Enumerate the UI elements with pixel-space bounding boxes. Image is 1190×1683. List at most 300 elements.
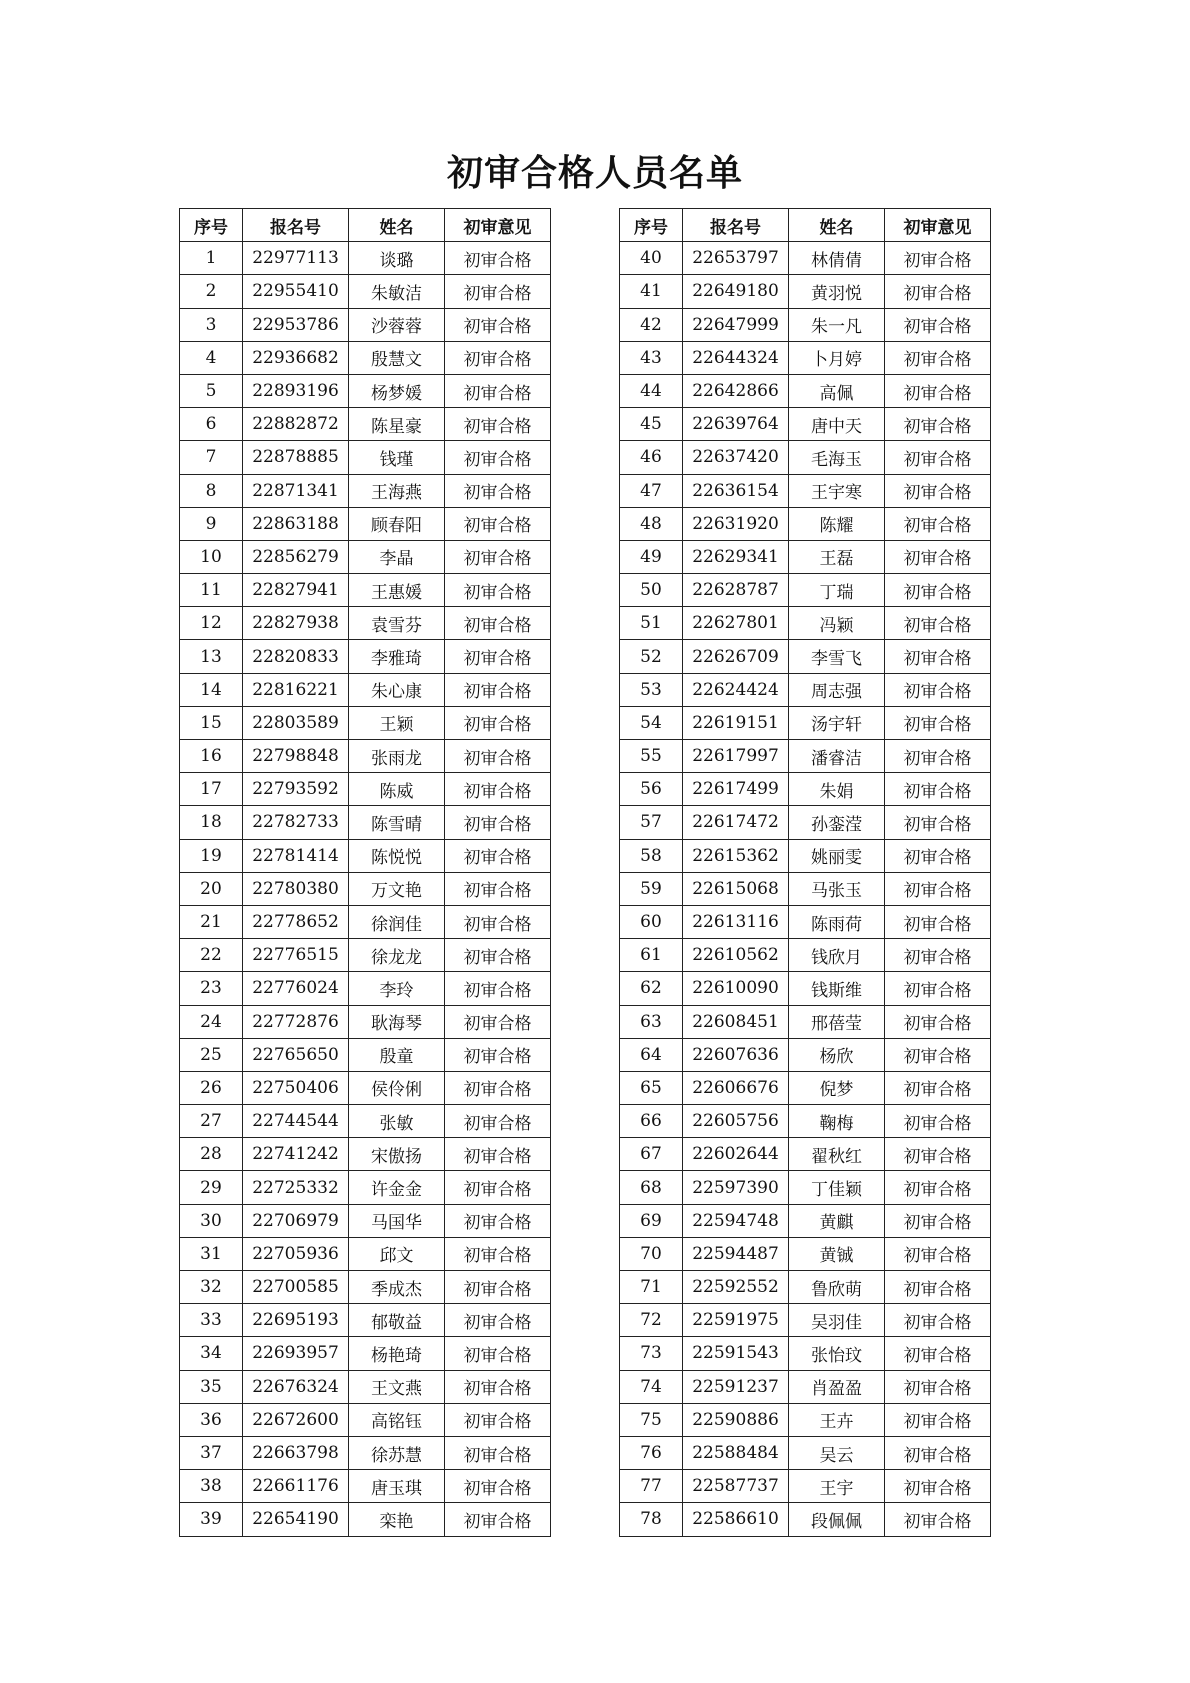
cell-reg-no: 22606676 [683, 1071, 789, 1104]
cell-name: 朱一凡 [789, 308, 885, 341]
cell-reg-no: 22705936 [243, 1237, 349, 1270]
table-row [620, 1304, 991, 1337]
table-row [620, 839, 991, 872]
cell-opinion: 初审合格 [885, 308, 991, 341]
cell-reg-no: 22653797 [683, 242, 789, 275]
table-row [180, 1071, 551, 1104]
cell-name: 汤宇轩 [789, 706, 885, 739]
cell-reg-no: 22871341 [243, 474, 349, 507]
cell-opinion: 初审合格 [445, 740, 551, 773]
cell-seq: 39 [180, 1503, 243, 1536]
cell-reg-no: 22955410 [243, 275, 349, 308]
cell-reg-no: 22782733 [243, 806, 349, 839]
cell-name: 谈璐 [349, 242, 445, 275]
cell-opinion: 初审合格 [445, 1171, 551, 1204]
cell-name: 马张玉 [789, 872, 885, 905]
table-row [180, 1038, 551, 1071]
table-row [180, 806, 551, 839]
cell-name: 王文燕 [349, 1370, 445, 1403]
cell-name: 王磊 [789, 540, 885, 573]
cell-name: 邢蓓莹 [789, 1005, 885, 1038]
cell-opinion: 初审合格 [885, 640, 991, 673]
cell-seq: 56 [620, 773, 683, 806]
cell-opinion: 初审合格 [445, 1138, 551, 1171]
cell-name: 王海燕 [349, 474, 445, 507]
cell-opinion: 初审合格 [885, 1470, 991, 1503]
cell-reg-no: 22639764 [683, 408, 789, 441]
table-row [620, 740, 991, 773]
cell-seq: 42 [620, 308, 683, 341]
cell-reg-no: 22629341 [683, 540, 789, 573]
cell-reg-no: 22827938 [243, 607, 349, 640]
cell-opinion: 初审合格 [885, 806, 991, 839]
cell-opinion: 初审合格 [885, 607, 991, 640]
table-row [180, 905, 551, 938]
cell-reg-no: 22827941 [243, 574, 349, 607]
cell-reg-no: 22631920 [683, 507, 789, 540]
table-row [620, 540, 991, 573]
table-row [620, 1436, 991, 1469]
cell-reg-no: 22594487 [683, 1237, 789, 1270]
table-row [620, 706, 991, 739]
cell-reg-no: 22663798 [243, 1436, 349, 1469]
cell-seq: 65 [620, 1071, 683, 1104]
table-row [620, 1138, 991, 1171]
cell-seq: 5 [180, 374, 243, 407]
cell-reg-no: 22626709 [683, 640, 789, 673]
cell-reg-no: 22617997 [683, 740, 789, 773]
cell-seq: 12 [180, 607, 243, 640]
cell-opinion: 初审合格 [445, 773, 551, 806]
cell-seq: 55 [620, 740, 683, 773]
cell-seq: 58 [620, 839, 683, 872]
table-row [620, 441, 991, 474]
cell-name: 段佩佩 [789, 1503, 885, 1536]
cell-reg-no: 22776024 [243, 972, 349, 1005]
cell-reg-no: 22627801 [683, 607, 789, 640]
cell-reg-no: 22590886 [683, 1403, 789, 1436]
cell-seq: 74 [620, 1370, 683, 1403]
cell-name: 卜月婷 [789, 341, 885, 374]
table-row [620, 374, 991, 407]
cell-seq: 34 [180, 1337, 243, 1370]
cell-reg-no: 22977113 [243, 242, 349, 275]
cell-reg-no: 22587737 [683, 1470, 789, 1503]
cell-name: 倪梦 [789, 1071, 885, 1104]
cell-seq: 36 [180, 1403, 243, 1436]
table-row [620, 474, 991, 507]
cell-seq: 63 [620, 1005, 683, 1038]
cell-opinion: 初审合格 [885, 972, 991, 1005]
cell-seq: 9 [180, 507, 243, 540]
cell-opinion: 初审合格 [445, 1105, 551, 1138]
cell-seq: 19 [180, 839, 243, 872]
cell-name: 翟秋红 [789, 1138, 885, 1171]
table-row [620, 872, 991, 905]
cell-reg-no: 22765650 [243, 1038, 349, 1071]
table-row [180, 341, 551, 374]
cell-name: 陈星豪 [349, 408, 445, 441]
table-row [180, 1005, 551, 1038]
cell-opinion: 初审合格 [885, 905, 991, 938]
cell-seq: 71 [620, 1271, 683, 1304]
table-row [620, 242, 991, 275]
cell-reg-no: 22693957 [243, 1337, 349, 1370]
table-row [180, 1370, 551, 1403]
cell-opinion: 初审合格 [445, 507, 551, 540]
cell-seq: 33 [180, 1304, 243, 1337]
cell-name: 杨艳琦 [349, 1337, 445, 1370]
cell-name: 林倩倩 [789, 242, 885, 275]
cell-name: 丁瑞 [789, 574, 885, 607]
cell-reg-no: 22615068 [683, 872, 789, 905]
cell-opinion: 初审合格 [445, 673, 551, 706]
cell-name: 徐龙龙 [349, 939, 445, 972]
cell-seq: 27 [180, 1105, 243, 1138]
table-row [620, 308, 991, 341]
cell-reg-no: 22608451 [683, 1005, 789, 1038]
cell-opinion: 初审合格 [445, 706, 551, 739]
cell-name: 季成杰 [349, 1271, 445, 1304]
table-row [180, 308, 551, 341]
roster-table-right [619, 208, 991, 1537]
cell-name: 肖盈盈 [789, 1370, 885, 1403]
table-row [620, 275, 991, 308]
cell-opinion: 初审合格 [885, 740, 991, 773]
cell-reg-no: 22588484 [683, 1436, 789, 1469]
header-seq: 序号 [620, 209, 683, 242]
cell-opinion: 初审合格 [445, 872, 551, 905]
cell-reg-no: 22644324 [683, 341, 789, 374]
cell-seq: 29 [180, 1171, 243, 1204]
cell-reg-no: 22793592 [243, 773, 349, 806]
table-row [620, 1105, 991, 1138]
cell-opinion: 初审合格 [445, 1071, 551, 1104]
cell-seq: 44 [620, 374, 683, 407]
table-row [180, 1304, 551, 1337]
table-row [620, 640, 991, 673]
table-row [620, 1370, 991, 1403]
cell-name: 许金金 [349, 1171, 445, 1204]
cell-name: 郁敬益 [349, 1304, 445, 1337]
cell-reg-no: 22591543 [683, 1337, 789, 1370]
cell-opinion: 初审合格 [445, 540, 551, 573]
cell-seq: 31 [180, 1237, 243, 1270]
cell-name: 黄铖 [789, 1237, 885, 1270]
table-row [180, 540, 551, 573]
cell-name: 鲁欣萌 [789, 1271, 885, 1304]
cell-name: 吴云 [789, 1436, 885, 1469]
cell-opinion: 初审合格 [445, 275, 551, 308]
cell-reg-no: 22863188 [243, 507, 349, 540]
table-row [620, 1271, 991, 1304]
cell-name: 王惠媛 [349, 574, 445, 607]
cell-seq: 77 [620, 1470, 683, 1503]
cell-seq: 37 [180, 1436, 243, 1469]
cell-opinion: 初审合格 [885, 507, 991, 540]
cell-opinion: 初审合格 [885, 540, 991, 573]
cell-seq: 47 [620, 474, 683, 507]
cell-seq: 6 [180, 408, 243, 441]
cell-reg-no: 22624424 [683, 673, 789, 706]
cell-reg-no: 22613116 [683, 905, 789, 938]
cell-seq: 70 [620, 1237, 683, 1270]
cell-reg-no: 22647999 [683, 308, 789, 341]
cell-opinion: 初审合格 [885, 1038, 991, 1071]
cell-opinion: 初审合格 [885, 1138, 991, 1171]
cell-reg-no: 22744544 [243, 1105, 349, 1138]
cell-reg-no: 22617499 [683, 773, 789, 806]
cell-name: 张雨龙 [349, 740, 445, 773]
header-name: 姓名 [789, 209, 885, 242]
cell-seq: 18 [180, 806, 243, 839]
cell-name: 黄羽悦 [789, 275, 885, 308]
cell-reg-no: 22605756 [683, 1105, 789, 1138]
cell-reg-no: 22893196 [243, 374, 349, 407]
cell-name: 潘睿洁 [789, 740, 885, 773]
cell-opinion: 初审合格 [445, 574, 551, 607]
cell-seq: 26 [180, 1071, 243, 1104]
table-row [620, 1005, 991, 1038]
cell-reg-no: 22661176 [243, 1470, 349, 1503]
cell-opinion: 初审合格 [445, 408, 551, 441]
cell-name: 王颖 [349, 706, 445, 739]
cell-opinion: 初审合格 [445, 640, 551, 673]
cell-opinion: 初审合格 [885, 441, 991, 474]
cell-name: 杨欣 [789, 1038, 885, 1071]
cell-opinion: 初审合格 [885, 673, 991, 706]
cell-opinion: 初审合格 [445, 905, 551, 938]
cell-seq: 15 [180, 706, 243, 739]
cell-name: 周志强 [789, 673, 885, 706]
cell-seq: 41 [620, 275, 683, 308]
header-opinion: 初审意见 [885, 209, 991, 242]
cell-reg-no: 22725332 [243, 1171, 349, 1204]
table-row [180, 640, 551, 673]
cell-seq: 28 [180, 1138, 243, 1171]
cell-opinion: 初审合格 [445, 242, 551, 275]
cell-seq: 17 [180, 773, 243, 806]
cell-seq: 14 [180, 673, 243, 706]
cell-name: 钱瑾 [349, 441, 445, 474]
table-row [180, 507, 551, 540]
cell-reg-no: 22820833 [243, 640, 349, 673]
cell-reg-no: 22607636 [683, 1038, 789, 1071]
cell-name: 唐玉琪 [349, 1470, 445, 1503]
cell-opinion: 初审合格 [885, 1237, 991, 1270]
cell-name: 杨梦媛 [349, 374, 445, 407]
cell-seq: 52 [620, 640, 683, 673]
header-reg-no: 报名号 [683, 209, 789, 242]
table-row [180, 939, 551, 972]
cell-seq: 24 [180, 1005, 243, 1038]
cell-name: 马国华 [349, 1204, 445, 1237]
cell-opinion: 初审合格 [885, 706, 991, 739]
cell-reg-no: 22776515 [243, 939, 349, 972]
table-row [180, 706, 551, 739]
cell-name: 徐苏慧 [349, 1436, 445, 1469]
cell-reg-no: 22936682 [243, 341, 349, 374]
table-row [180, 839, 551, 872]
cell-seq: 72 [620, 1304, 683, 1337]
cell-reg-no: 22798848 [243, 740, 349, 773]
cell-reg-no: 22654190 [243, 1503, 349, 1536]
table-row [180, 773, 551, 806]
cell-name: 钱欣月 [789, 939, 885, 972]
cell-opinion: 初审合格 [445, 474, 551, 507]
roster-body-left [180, 242, 551, 1536]
cell-reg-no: 22591237 [683, 1370, 789, 1403]
cell-opinion: 初审合格 [885, 839, 991, 872]
cell-name: 栾艳 [349, 1503, 445, 1536]
table-row [180, 1470, 551, 1503]
cell-seq: 78 [620, 1503, 683, 1536]
table-row [620, 905, 991, 938]
cell-name: 吴羽佳 [789, 1304, 885, 1337]
cell-reg-no: 22597390 [683, 1171, 789, 1204]
cell-reg-no: 22878885 [243, 441, 349, 474]
cell-opinion: 初审合格 [885, 574, 991, 607]
table-row [620, 1503, 991, 1536]
cell-name: 顾春阳 [349, 507, 445, 540]
cell-opinion: 初审合格 [885, 1436, 991, 1469]
cell-seq: 40 [620, 242, 683, 275]
table-row [180, 408, 551, 441]
table-row [180, 1271, 551, 1304]
cell-opinion: 初审合格 [445, 1470, 551, 1503]
cell-opinion: 初审合格 [885, 1171, 991, 1204]
cell-opinion: 初审合格 [445, 972, 551, 1005]
cell-opinion: 初审合格 [445, 341, 551, 374]
cell-opinion: 初审合格 [885, 341, 991, 374]
cell-name: 万文艳 [349, 872, 445, 905]
cell-seq: 51 [620, 607, 683, 640]
cell-opinion: 初审合格 [445, 374, 551, 407]
cell-seq: 35 [180, 1370, 243, 1403]
cell-opinion: 初审合格 [445, 806, 551, 839]
cell-opinion: 初审合格 [445, 1370, 551, 1403]
header-row [620, 209, 991, 242]
cell-seq: 38 [180, 1470, 243, 1503]
table-row [180, 1204, 551, 1237]
cell-opinion: 初审合格 [445, 308, 551, 341]
cell-reg-no: 22594748 [683, 1204, 789, 1237]
table-row [180, 1138, 551, 1171]
cell-seq: 10 [180, 540, 243, 573]
cell-seq: 64 [620, 1038, 683, 1071]
cell-seq: 4 [180, 341, 243, 374]
cell-seq: 25 [180, 1038, 243, 1071]
cell-name: 丁佳颖 [789, 1171, 885, 1204]
cell-name: 陈耀 [789, 507, 885, 540]
cell-opinion: 初审合格 [885, 1403, 991, 1436]
cell-reg-no: 22816221 [243, 673, 349, 706]
cell-opinion: 初审合格 [885, 275, 991, 308]
cell-seq: 45 [620, 408, 683, 441]
cell-reg-no: 22642866 [683, 374, 789, 407]
cell-seq: 57 [620, 806, 683, 839]
cell-reg-no: 22672600 [243, 1403, 349, 1436]
cell-name: 袁雪芬 [349, 607, 445, 640]
table-row [620, 341, 991, 374]
cell-opinion: 初审合格 [885, 1204, 991, 1237]
cell-name: 耿海琴 [349, 1005, 445, 1038]
cell-reg-no: 22602644 [683, 1138, 789, 1171]
cell-seq: 32 [180, 1271, 243, 1304]
cell-reg-no: 22636154 [683, 474, 789, 507]
table-row [620, 1237, 991, 1270]
cell-name: 王宇寒 [789, 474, 885, 507]
cell-opinion: 初审合格 [885, 242, 991, 275]
cell-seq: 3 [180, 308, 243, 341]
cell-reg-no: 22591975 [683, 1304, 789, 1337]
cell-reg-no: 22615362 [683, 839, 789, 872]
table-row [180, 1436, 551, 1469]
cell-name: 陈雪晴 [349, 806, 445, 839]
cell-seq: 21 [180, 905, 243, 938]
table-row [180, 374, 551, 407]
cell-reg-no: 22619151 [683, 706, 789, 739]
cell-opinion: 初审合格 [885, 374, 991, 407]
cell-seq: 1 [180, 242, 243, 275]
cell-seq: 75 [620, 1403, 683, 1436]
cell-reg-no: 22592552 [683, 1271, 789, 1304]
cell-name: 陈雨荷 [789, 905, 885, 938]
cell-opinion: 初审合格 [445, 1403, 551, 1436]
cell-opinion: 初审合格 [445, 1304, 551, 1337]
cell-seq: 7 [180, 441, 243, 474]
cell-reg-no: 22628787 [683, 574, 789, 607]
page-title: 初审合格人员名单 [446, 152, 743, 194]
cell-reg-no: 22882872 [243, 408, 349, 441]
cell-opinion: 初审合格 [445, 1337, 551, 1370]
table-row [620, 806, 991, 839]
cell-opinion: 初审合格 [445, 1271, 551, 1304]
cell-name: 侯伶俐 [349, 1071, 445, 1104]
cell-reg-no: 22610090 [683, 972, 789, 1005]
table-row [620, 673, 991, 706]
cell-reg-no: 22772876 [243, 1005, 349, 1038]
cell-name: 朱敏洁 [349, 275, 445, 308]
cell-reg-no: 22586610 [683, 1503, 789, 1536]
cell-seq: 67 [620, 1138, 683, 1171]
cell-seq: 76 [620, 1436, 683, 1469]
cell-name: 徐润佳 [349, 905, 445, 938]
cell-name: 邱文 [349, 1237, 445, 1270]
cell-opinion: 初审合格 [885, 408, 991, 441]
cell-name: 李雪飞 [789, 640, 885, 673]
cell-name: 鞠梅 [789, 1105, 885, 1138]
cell-name: 高铭钰 [349, 1403, 445, 1436]
cell-opinion: 初审合格 [445, 1503, 551, 1536]
cell-opinion: 初审合格 [445, 1237, 551, 1270]
table-row [180, 607, 551, 640]
table-row [620, 1071, 991, 1104]
table-row [620, 1204, 991, 1237]
table-row [620, 1403, 991, 1436]
roster-table-left [179, 208, 551, 1537]
cell-opinion: 初审合格 [885, 1005, 991, 1038]
cell-opinion: 初审合格 [445, 839, 551, 872]
table-row [180, 441, 551, 474]
table-row [620, 507, 991, 540]
cell-reg-no: 22610562 [683, 939, 789, 972]
cell-reg-no: 22856279 [243, 540, 349, 573]
cell-opinion: 初审合格 [885, 474, 991, 507]
cell-seq: 20 [180, 872, 243, 905]
table-row [180, 1171, 551, 1204]
cell-name: 沙蓉蓉 [349, 308, 445, 341]
